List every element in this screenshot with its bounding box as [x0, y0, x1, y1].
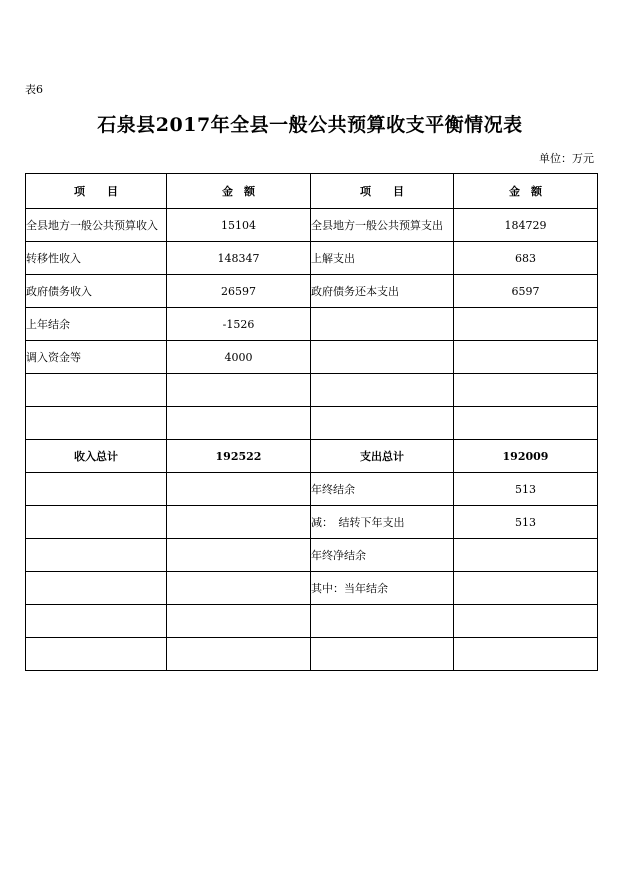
expenditure-amount: 184729: [454, 209, 598, 242]
table-row: [26, 539, 598, 572]
expenditure-item: 其中：当年结余: [311, 572, 454, 605]
revenue-item: [26, 506, 167, 539]
header-amount-revenue: 金 额: [167, 174, 311, 209]
expenditure-item: 政府债务还本支出: [311, 275, 454, 308]
table-row: [26, 308, 598, 341]
table-row: [26, 374, 598, 407]
revenue-item: 政府债务收入: [26, 275, 167, 308]
expenditure-amount: [454, 308, 598, 341]
expenditure-item: 年终结余: [311, 473, 454, 506]
expenditure-item: [311, 341, 454, 374]
revenue-amount: [167, 605, 311, 638]
revenue-item: [26, 638, 167, 671]
revenue-item: [26, 473, 167, 506]
revenue-item: 上年结余: [26, 308, 167, 341]
table-row: [26, 506, 598, 539]
revenue-amount: 4000: [167, 341, 311, 374]
table-row: [26, 638, 598, 671]
table-row: [26, 209, 598, 242]
expenditure-amount: [454, 539, 598, 572]
expenditure-item: [311, 308, 454, 341]
header-row: [26, 174, 598, 209]
budget-balance-table: [25, 173, 598, 671]
revenue-item: [26, 572, 167, 605]
table-row: [26, 572, 598, 605]
expenditure-item: [311, 638, 454, 671]
expenditure-amount: [454, 605, 598, 638]
header-amount-expenditure: 金 额: [454, 174, 598, 209]
expenditure-item: 上解支出: [311, 242, 454, 275]
expenditure-item: [311, 407, 454, 440]
expenditure-item: 全县地方一般公共预算支出: [311, 209, 454, 242]
revenue-amount: 15104: [167, 209, 311, 242]
document-title: 石泉县2017年全县一般公共预算收支平衡情况表: [97, 114, 523, 136]
revenue-amount: [167, 407, 311, 440]
revenue-item: 转移性收入: [26, 242, 167, 275]
expenditure-item: [311, 605, 454, 638]
expenditure-total-amount: 192009: [454, 440, 598, 473]
header-item-revenue: 项 目: [26, 174, 167, 209]
revenue-amount: [167, 539, 311, 572]
revenue-item: 调入资金等: [26, 341, 167, 374]
expenditure-amount: [454, 638, 598, 671]
table-row: [26, 242, 598, 275]
expenditure-item: 年终净结余: [311, 539, 454, 572]
revenue-amount: [167, 638, 311, 671]
expenditure-amount: [454, 341, 598, 374]
revenue-amount: 26597: [167, 275, 311, 308]
totals-row: [26, 440, 598, 473]
revenue-amount: [167, 572, 311, 605]
revenue-amount: 148347: [167, 242, 311, 275]
revenue-item: [26, 374, 167, 407]
expenditure-amount: 683: [454, 242, 598, 275]
table-row: [26, 473, 598, 506]
table-row: [26, 605, 598, 638]
expenditure-amount: 513: [454, 473, 598, 506]
expenditure-item: 减： 结转下年支出: [311, 506, 454, 539]
revenue-amount: -1526: [167, 308, 311, 341]
table-row: [26, 407, 598, 440]
revenue-item: [26, 605, 167, 638]
revenue-item: [26, 407, 167, 440]
revenue-amount: [167, 473, 311, 506]
revenue-item: 全县地方一般公共预算收入: [26, 209, 167, 242]
header-item-expenditure: 项 目: [311, 174, 454, 209]
table-row: [26, 341, 598, 374]
revenue-amount: [167, 506, 311, 539]
expenditure-amount: [454, 407, 598, 440]
expenditure-amount: 6597: [454, 275, 598, 308]
table-row: [26, 275, 598, 308]
table-number: 表6: [25, 83, 43, 96]
expenditure-amount: [454, 374, 598, 407]
unit-label: 单位：万元: [539, 152, 594, 165]
revenue-amount: [167, 374, 311, 407]
revenue-total-label: 收入总计: [26, 440, 167, 473]
revenue-total-amount: 192522: [167, 440, 311, 473]
expenditure-item: [311, 374, 454, 407]
revenue-item: [26, 539, 167, 572]
expenditure-amount: 513: [454, 506, 598, 539]
expenditure-amount: [454, 572, 598, 605]
expenditure-total-label: 支出总计: [311, 440, 454, 473]
